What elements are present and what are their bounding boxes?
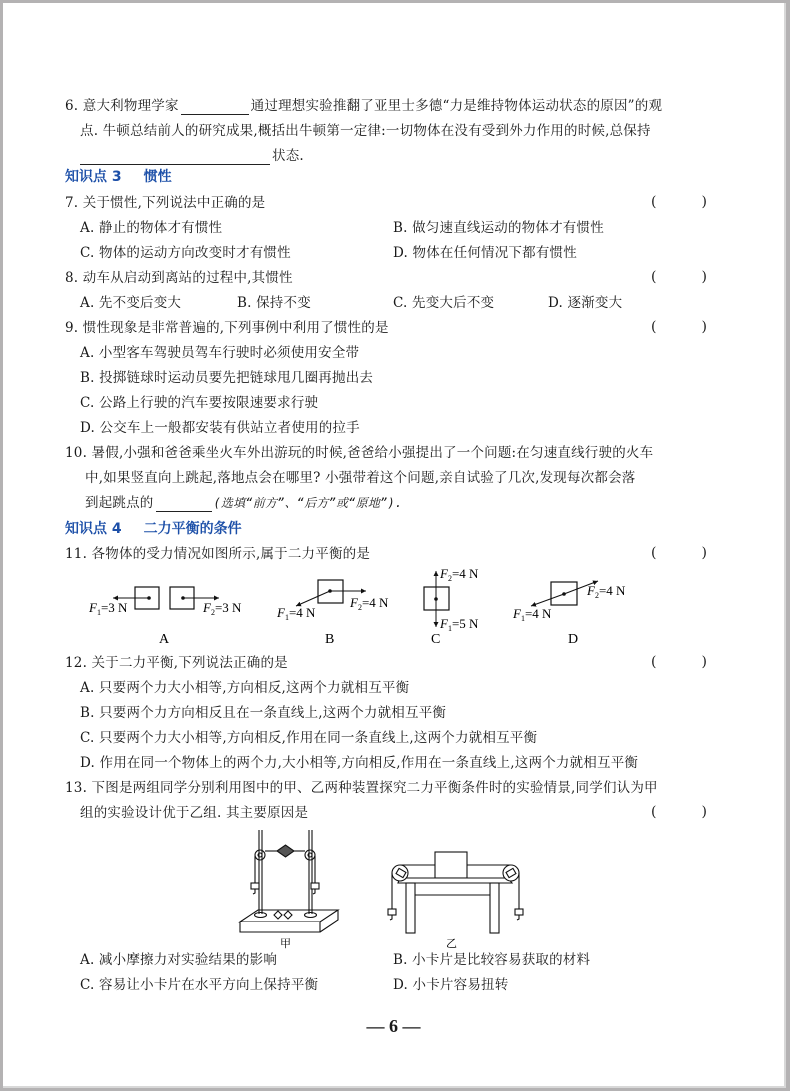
section-heading-4 [65,518,242,538]
section-label: 知识点 3 [65,169,122,185]
figure-b-f1-label: $F_1=4$ N [277,605,316,622]
q10-line1: 10. 暑假,小强和爸爸乘坐火车外出游玩的时候,爸爸给小强提出了一个问题:在匀速直线行驶的火车 [65,445,654,461]
figure-a-caption: A [159,632,170,647]
q12-option-a[interactable]: A. 只要两个力大小相等,方向相反,这两个力就相互平衡 [80,680,410,696]
q8-option-a[interactable]: A. 先不变后变大 [80,295,182,311]
q7-answer-bracket[interactable]: ( ) [651,194,707,210]
figure-d[interactable] [512,581,626,647]
section-title: 惯性 [143,169,172,185]
figure-c-caption: C [431,632,441,647]
apparatus-jia [240,830,338,932]
figure-a-f2-label: $F_2=3$ N [203,600,242,617]
q7-option-d[interactable]: D. 物体在任何情况下都有惯性 [393,245,577,261]
q10-line3 [85,494,402,512]
q6-line3 [80,147,304,165]
q7-option-a[interactable]: A. 静止的物体才有惯性 [80,220,223,236]
figure-d-f1-label: $F_1=4$ N [513,606,552,623]
q8-option-b[interactable]: B. 保持不变 [237,295,311,311]
figure-c[interactable] [424,566,479,647]
q7-option-b[interactable]: B. 做匀速直线运动的物体才有惯性 [393,220,604,236]
q6-blank-2[interactable] [80,150,270,165]
q9-option-b[interactable]: B. 投掷链球时运动员要先把链球甩几圈再抛出去 [80,370,374,386]
q13-option-a[interactable]: A. 减小摩擦力对实验结果的影响 [80,952,278,968]
page-number: — 6 — [366,1016,421,1036]
figure-b-f2-label: $F_2=4$ N [350,595,389,612]
q6-line1 [65,97,662,115]
q13-option-b[interactable]: B. 小卡片是比较容易获取的材料 [393,952,591,968]
force-arrow-f1 [531,594,564,606]
figure-d-f2-label: $F_2=4$ N [587,583,626,600]
q13-apparatus-diagrams [228,825,548,950]
q10-hint: (选填“前方”、“后方”或“原地”). [213,496,403,510]
figure-b[interactable] [276,580,389,647]
q9-option-d[interactable]: D. 公交车上一般都安装有供站立者使用的拉手 [80,420,360,436]
figure-a[interactable] [88,587,242,647]
q9-stem: 9. 惯性现象是非常普遍的,下列事例中利用了惯性的是 [65,320,389,336]
q11-stem: 11. 各物体的受力情况如图所示,属于二力平衡的是 [65,546,371,562]
apparatus-yi-caption: 乙 [446,938,457,950]
q11-answer-bracket[interactable]: ( ) [651,545,707,561]
q13-line2: 组的实验设计优于乙组. 其主要原因是 [80,805,309,821]
figure-c-f2-label: $F_2=4$ N [440,566,479,583]
q13-line1: 13. 下图是两组同学分别利用图中的甲、乙两种装置探究二力平衡条件时的实验情景,同学们认为甲 [65,780,658,796]
q10-blank[interactable] [156,497,212,512]
q7-option-c[interactable]: C. 物体的运动方向改变时才有惯性 [80,245,291,261]
q12-answer-bracket[interactable]: ( ) [651,654,707,670]
q8-option-d[interactable]: D. 逐渐变大 [548,295,623,311]
q12-option-c[interactable]: C. 只要两个力大小相等,方向相反,作用在同一条直线上,这两个力就相互平衡 [80,730,538,746]
q9-option-a[interactable]: A. 小型客车驾驶员驾车行驶时必须使用安全带 [80,345,360,361]
figure-d-caption: D [568,632,579,647]
q6-text: 通过理想实验推翻了亚里士多德“力是维持物体运动状态的原因”的观 [250,98,663,114]
q8-answer-bracket[interactable]: ( ) [651,269,707,285]
figure-b-caption: B [325,632,335,647]
section-label: 知识点 4 [65,521,122,537]
q12-option-b[interactable]: B. 只要两个力方向相反且在一条直线上,这两个力就相互平衡 [80,705,447,721]
q7-stem: 7. 关于惯性,下列说法中正确的是 [65,195,266,211]
q6-blank-1[interactable] [181,100,249,115]
q13-answer-bracket[interactable]: ( ) [651,804,707,820]
q8-option-c[interactable]: C. 先变大后不变 [393,295,495,311]
q13-option-c[interactable]: C. 容易让小卡片在水平方向上保持平衡 [80,977,319,993]
section-title: 二力平衡的条件 [143,521,242,537]
q11-force-diagrams [3,563,784,648]
figure-a-f1-label: $F_1=3$ N [89,600,128,617]
q10-text: 到起跳点的 [85,495,154,511]
q12-option-d[interactable]: D. 作用在同一个物体上的两个力,大小相等,方向相反,作用在一条直线上,这两个力就相互平衡 [80,755,639,771]
q6-text: 状态. [272,148,304,164]
q9-option-c[interactable]: C. 公路上行驶的汽车要按限速要求行驶 [80,395,319,411]
q10-line2: 中,如果竖直向上跳起,落地点会在哪里? 小强带着这个问题,亲自试验了几次,发现每次都会落 [85,470,636,486]
q8-stem: 8. 动车从启动到离站的过程中,其惯性 [65,270,293,286]
q13-option-d[interactable]: D. 小卡片容易扭转 [393,977,509,993]
q6-text: 6. 意大利物理学家 [65,98,179,114]
q12-stem: 12. 关于二力平衡,下列说法正确的是 [65,655,288,671]
figure-c-f1-label: $F_1=5$ N [440,616,479,633]
q6-line2: 点. 牛顿总结前人的研究成果,概括出牛顿第一定律:一切物体在没有受到外力作用的时候,总保持 [80,123,651,139]
section-heading-3 [65,166,172,186]
apparatus-jia-caption: 甲 [280,938,291,950]
q9-answer-bracket[interactable]: ( ) [651,319,707,335]
worksheet-page [3,3,786,1088]
apparatus-yi [388,852,523,933]
force-arrow-f1 [296,591,330,606]
